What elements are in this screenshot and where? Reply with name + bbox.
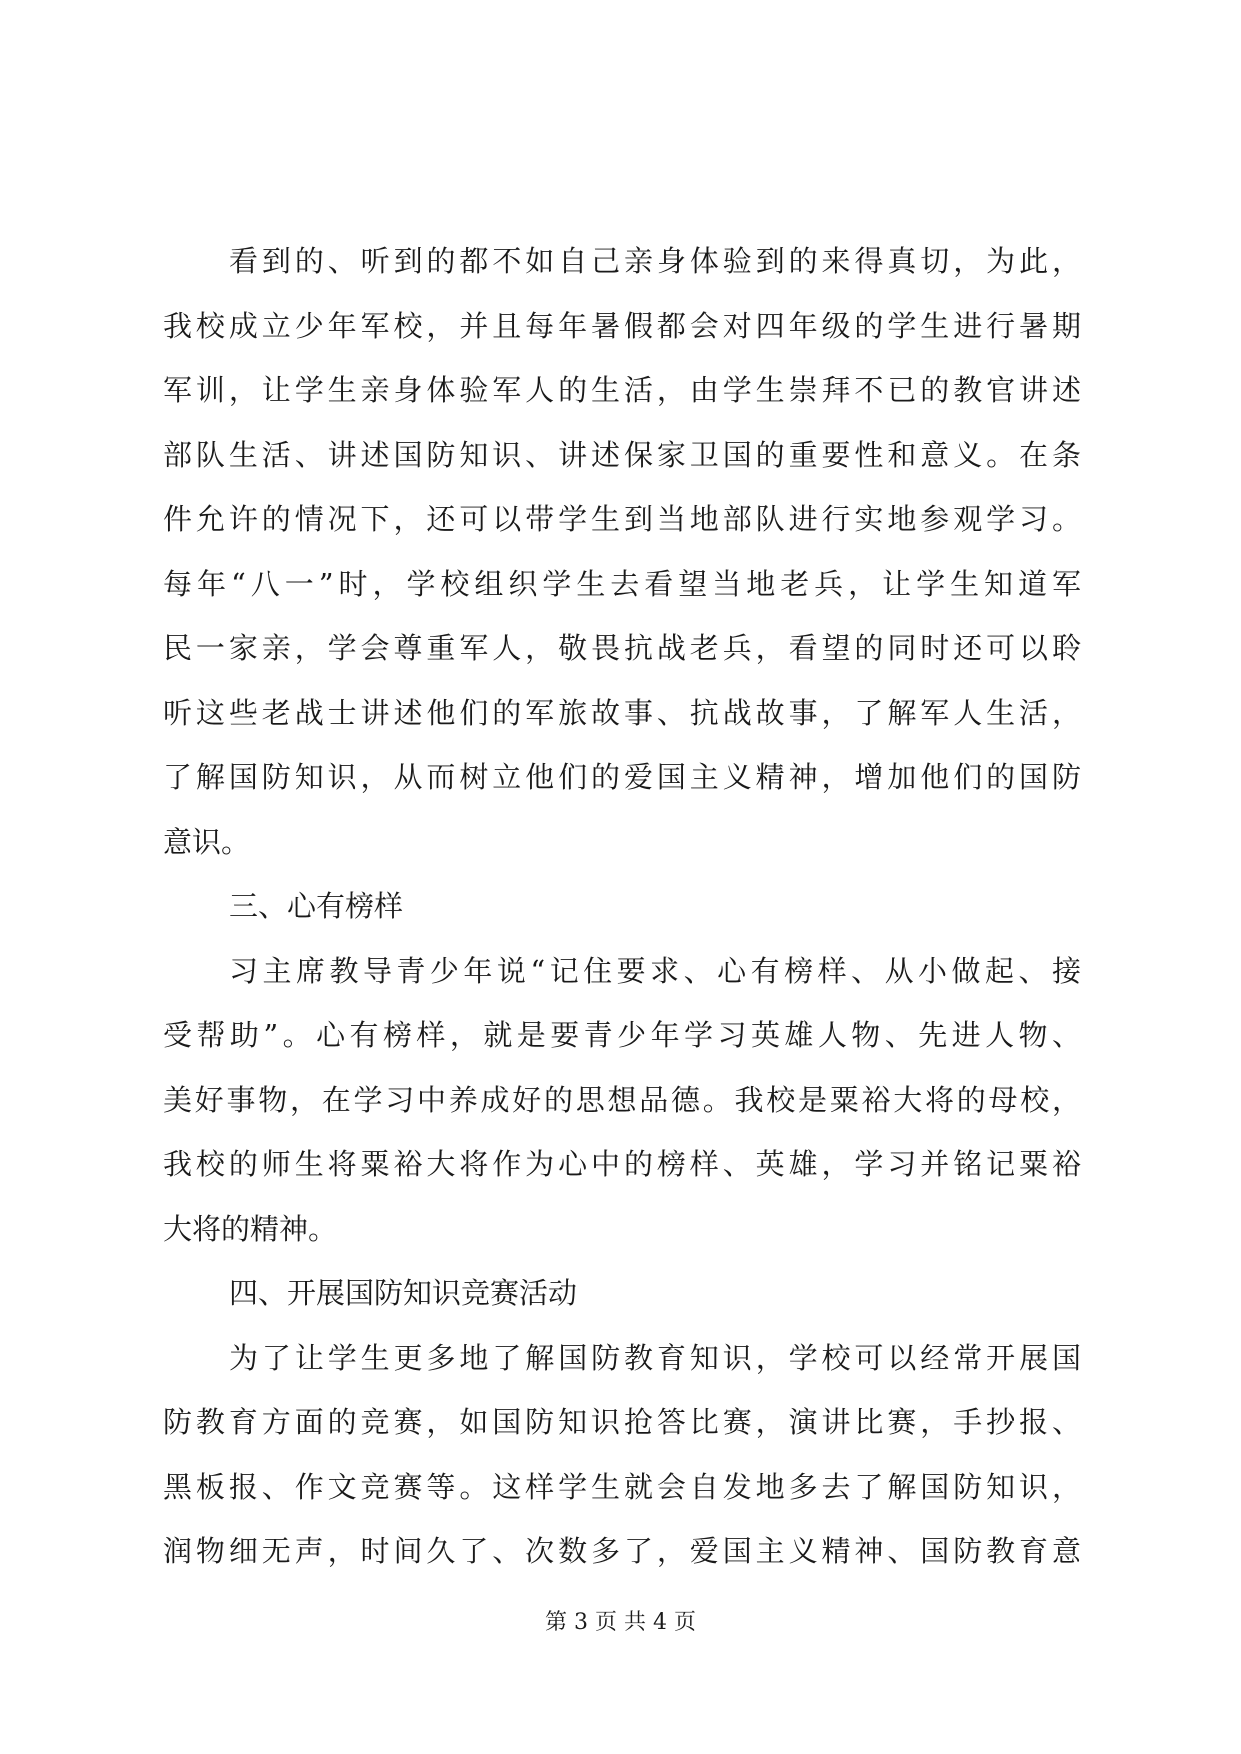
paragraph-line: 了解国防知识，从而树立他们的爱国主义精神，增加他们的国防 [163,760,1081,794]
paragraph-line: 部队生活、讲述国防知识、讲述保家卫国的重要性和意义。在条 [163,437,1081,472]
paragraph-line: 受帮助”。心有榜样，就是要青少年学习英雄人物、先进人物、 [163,1018,1081,1052]
section-heading: 三、心有榜样 [229,889,404,923]
paragraph-line: 大将的精神。 [163,1211,338,1246]
paragraph-line: 件允许的情况下，还可以带学生到当地部队进行实地参观学习。 [163,502,1081,536]
paragraph-line: 为了让学生更多地了解国防教育知识，学校可以经常开展国 [229,1340,1081,1375]
paragraph-line: 每年“八一”时，学校组织学生去看望当地老兵，让学生知道军 [163,566,1081,601]
paragraph-line: 习主席教导青少年说“记住要求、心有榜样、从小做起、接 [229,953,1081,988]
paragraph-line: 润物细无声，时间久了、次数多了，爱国主义精神、国防教育意 [163,1534,1081,1568]
paragraph-line: 我校成立少年军校，并且每年暑假都会对四年级的学生进行暑期 [163,308,1081,343]
document-body [163,229,1081,1584]
paragraph-line: 我校的师生将粟裕大将作为心中的榜样、英雄，学习并铭记粟裕 [163,1147,1081,1181]
paragraph-line: 美好事物，在学习中养成好的思想品德。我校是粟裕大将的母校， [163,1082,1081,1117]
paragraph-line: 军训，让学生亲身体验军人的生活，由学生崇拜不已的教官讲述 [163,373,1081,407]
page-number-footer: 第 3 页 共 4 页 [545,1610,696,1635]
paragraph-line: 防教育方面的竞赛，如国防知识抢答比赛，演讲比赛，手抄报、 [163,1405,1081,1439]
paragraph-line: 民一家亲，学会尊重军人，敬畏抗战老兵，看望的同时还可以聆 [163,631,1081,665]
paragraph-line: 意识。 [163,824,251,859]
paragraph-line: 听这些老战士讲述他们的军旅故事、抗战故事，了解军人生活， [163,695,1081,730]
paragraph-line: 黑板报、作文竞赛等。这样学生就会自发地多去了解国防知识， [163,1469,1081,1504]
section-heading: 四、开展国防知识竞赛活动 [229,1276,578,1310]
paragraph-line: 看到的、听到的都不如自己亲身体验到的来得真切，为此， [229,244,1081,278]
